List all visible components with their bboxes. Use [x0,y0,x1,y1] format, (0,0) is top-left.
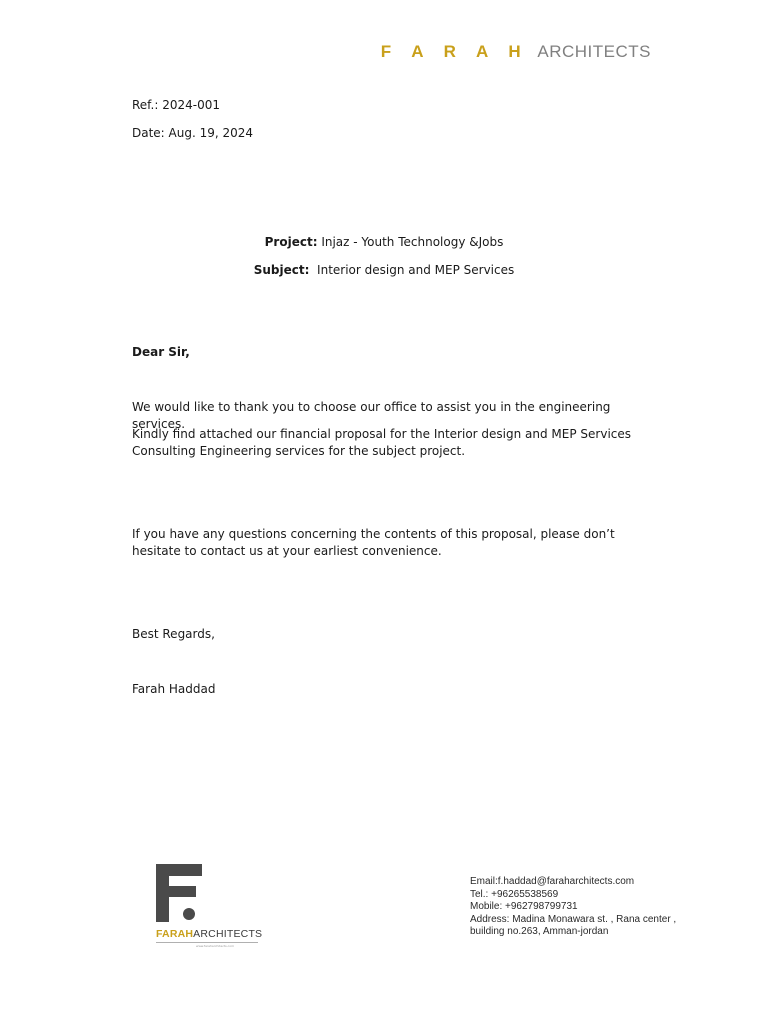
contact-mobile: Mobile: +962798799731 [470,901,578,912]
subject-label: Subject: [253,263,310,277]
subject-value: Interior design and MEP Services [309,263,515,277]
project-line [0,234,768,251]
project-value: Injaz - Youth Technology &Jobs [317,235,504,249]
contact-address-line-2: building no.263, Amman-jordan [470,926,609,937]
brand-name: F A R A H [380,42,529,61]
project-label: Project: [264,235,318,249]
body-paragraph-3: If you have any questions concerning the contents of this proposal, please don’t hesitate to contact us at your earliest convenience. [132,527,615,558]
body-paragraph-2: Kindly find attached our financial proposal for the Interior design and MEP Services Consulting Engineering services for the subject project. [132,427,632,458]
f-logo-icon [156,864,204,922]
subject-line [0,262,768,279]
logo-wordmark [156,928,262,940]
contact-address-line-1: Address: Madina Monawara st. , Rana center , [470,913,677,925]
contact-email: Email:f.haddad@faraharchitects.com [470,876,635,887]
logo-url: www.faraharchitects.com [196,944,235,948]
reference-number: Ref.: 2024-001 [132,98,220,112]
footer-logo [150,864,270,954]
closing: Best Regards, [132,627,215,641]
contact-tel: Tel.: +96265538569 [470,888,559,900]
logo-wordmark-dark: ARCHITECTS [193,928,263,940]
logo-divider [156,942,258,943]
salutation: Dear Sir, [132,345,190,359]
letter-date: Date: Aug. 19, 2024 [132,126,254,140]
footer-contact [470,876,676,939]
logo-wordmark-gold: FARAH [156,928,194,940]
signer-name: Farah Haddad [132,682,216,696]
header-brand [381,42,651,62]
brand-suffix: ARCHITECTS [537,42,651,61]
body-paragraph-1: We would like to thank you to choose our office to assist you in the engineering services. [132,400,611,431]
